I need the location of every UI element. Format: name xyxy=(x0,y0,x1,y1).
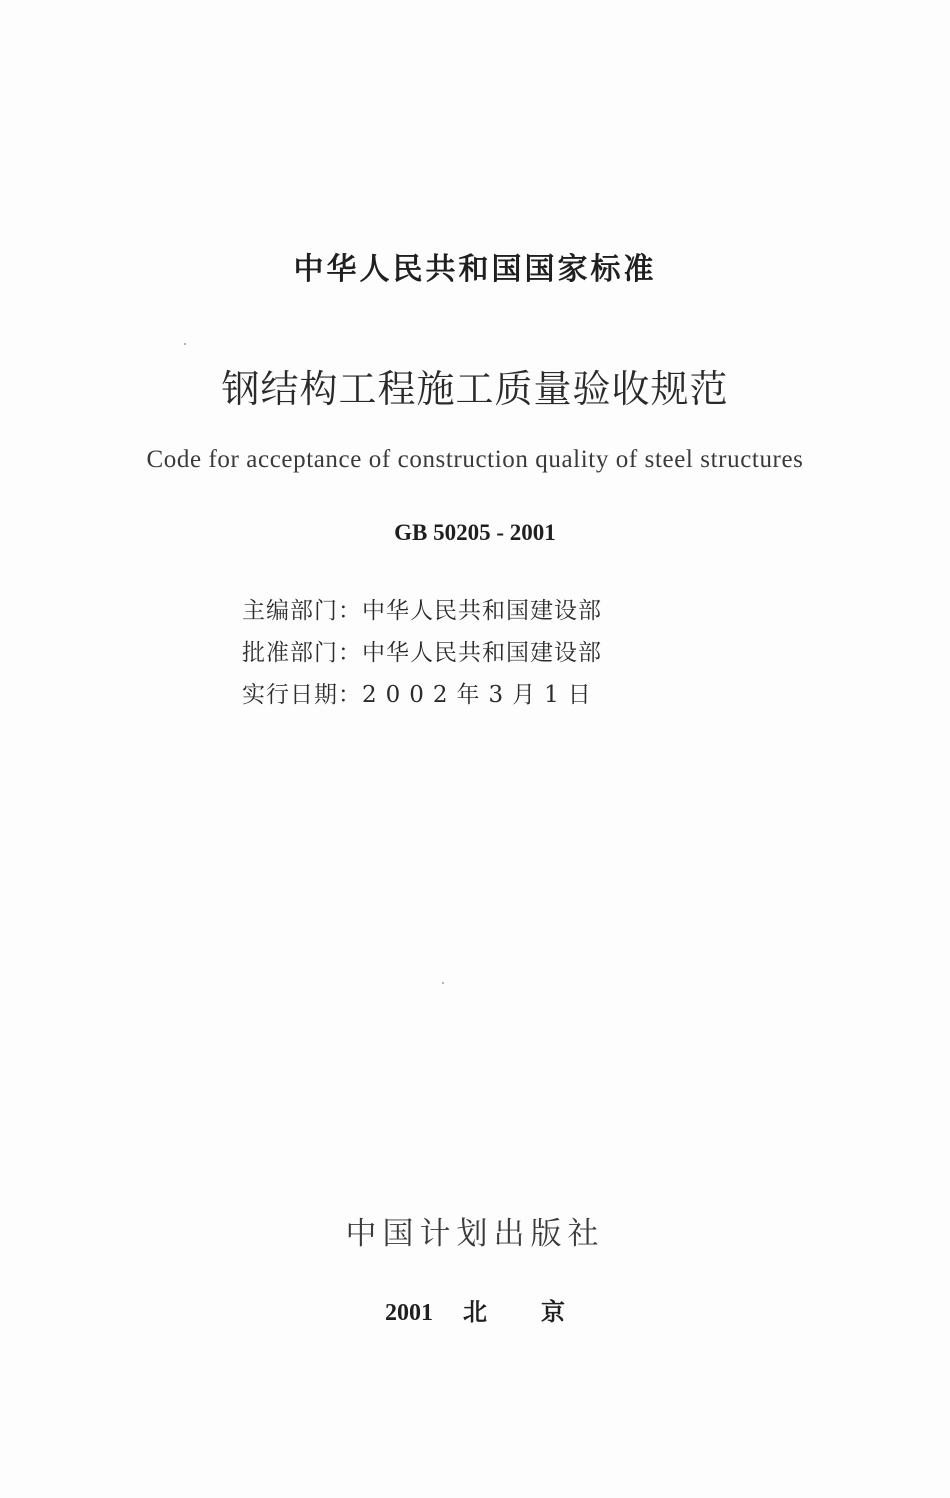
effective-date-value: 2002年3月1日 xyxy=(362,682,600,708)
approval-label: 批准部门： xyxy=(242,640,362,666)
issuance-info xyxy=(242,590,602,716)
publisher-name: 中国计划出版社 xyxy=(345,1216,605,1252)
approval-value: 中华人民共和国建设部 xyxy=(362,640,602,666)
imprint-city: 北京 xyxy=(463,1297,619,1326)
effective-date-row xyxy=(242,674,602,716)
standard-code-number: GB 50205 - 2001 xyxy=(394,520,556,545)
chief-editor-value: 中华人民共和国建设部 xyxy=(362,598,602,624)
approval-row xyxy=(242,632,602,674)
effective-date-label: 实行日期： xyxy=(242,682,362,708)
scan-speck xyxy=(442,982,444,984)
imprint-year: 2001 xyxy=(385,1300,433,1326)
chief-editor-row xyxy=(242,590,602,632)
chief-editor-label: 主编部门： xyxy=(242,598,362,624)
imprint-line xyxy=(0,1292,950,1327)
document-title-cn: 钢结构工程施工质量验收规范 xyxy=(221,367,729,411)
national-standard-heading: 中华人民共和国国家标准 xyxy=(293,252,657,287)
document-title-en: Code for acceptance of construction quality of steel structures xyxy=(146,446,804,473)
scan-speck xyxy=(184,343,186,345)
